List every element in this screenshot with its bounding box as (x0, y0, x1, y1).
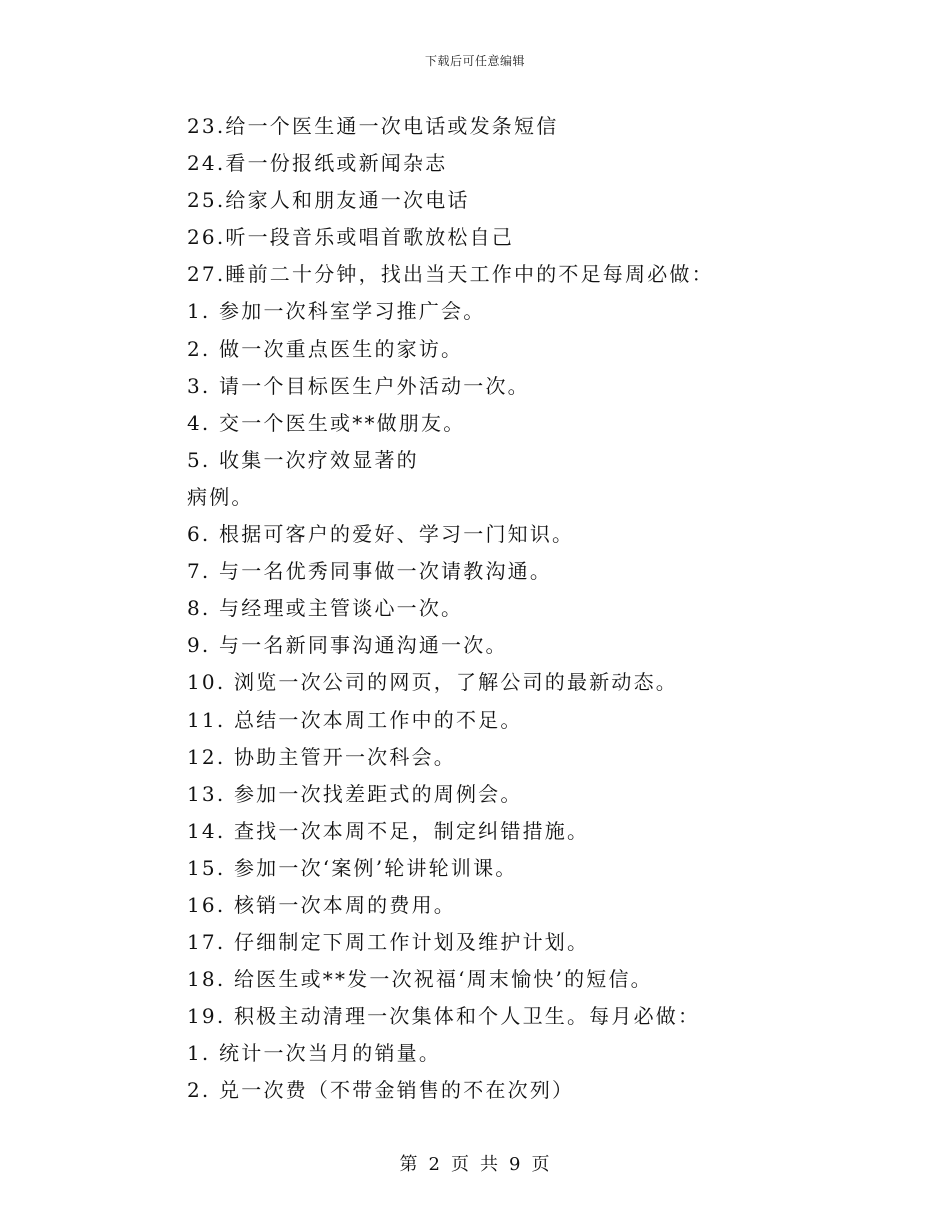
list-item: 26.听一段音乐或唱首歌放松自己 (187, 225, 515, 250)
list-item: 1. 参加一次科室学习推广会。 (187, 299, 486, 324)
list-item: 13. 参加一次找差距式的周例会。 (187, 781, 523, 806)
list-item: 5. 收集一次疗效显著的 (187, 447, 419, 472)
page-label-mid: 页 (451, 1154, 470, 1175)
list-item: 12. 协助主管开一次科会。 (187, 744, 456, 769)
list-item: 14. 查找一次本周不足，制定纠错措施。 (187, 818, 590, 843)
page-footer (0, 1150, 950, 1176)
page-label-prefix: 第 (399, 1154, 419, 1175)
document-body (187, 108, 887, 1110)
total-label: 共 (480, 1154, 499, 1175)
list-item: 9. 与一名新同事沟通沟通一次。 (187, 633, 508, 658)
list-item: 23.给一个医生通一次电话或发条短信 (187, 114, 559, 138)
list-item: 8. 与经理或主管谈心一次。 (187, 596, 464, 621)
list-item-continuation: 病例。 (187, 484, 254, 509)
list-item: 4. 交一个医生或**做朋友。 (187, 410, 466, 435)
list-item: 6. 根据可客户的爱好、学习一门知识。 (187, 522, 575, 547)
list-item: 24.看一份报纸或新闻杂志 (187, 151, 448, 176)
list-item: 18. 给医生或**发一次祝福‘周末愉快’的短信。 (187, 967, 653, 992)
list-item: 19. 积极主动清理一次集体和个人卫生。每月必做： (187, 1004, 701, 1029)
page-header: 下载后可任意编辑 (424, 54, 525, 68)
list-item: 11. 总结一次本周工作中的不足。 (187, 707, 523, 732)
list-item: 10. 浏览一次公司的网页，了解公司的最新动态。 (187, 670, 678, 695)
list-item: 2. 兑一次费（不带金销售的不在次列） (187, 1078, 575, 1103)
current-page-number: 2 (428, 1154, 441, 1175)
list-item: 3. 请一个目标医生户外活动一次。 (187, 373, 530, 398)
list-item: 2. 做一次重点医生的家访。 (187, 336, 464, 361)
list-item: 25.给家人和朋友通一次电话 (187, 188, 470, 213)
total-pages-number: 9 (509, 1154, 522, 1175)
list-item: 15. 参加一次‘案例’轮讲轮训课。 (187, 855, 518, 880)
page-label-suffix: 页 (531, 1154, 551, 1175)
list-item: 7. 与一名优秀同事做一次请教沟通。 (187, 559, 553, 584)
list-item: 27.睡前二十分钟，找出当天工作中的不足每周必做： (187, 262, 714, 287)
list-item: 1. 统计一次当月的销量。 (187, 1041, 442, 1066)
list-item: 16. 核销一次本周的费用。 (187, 892, 456, 917)
list-item: 17. 仔细制定下周工作计划及维护计划。 (187, 930, 590, 955)
